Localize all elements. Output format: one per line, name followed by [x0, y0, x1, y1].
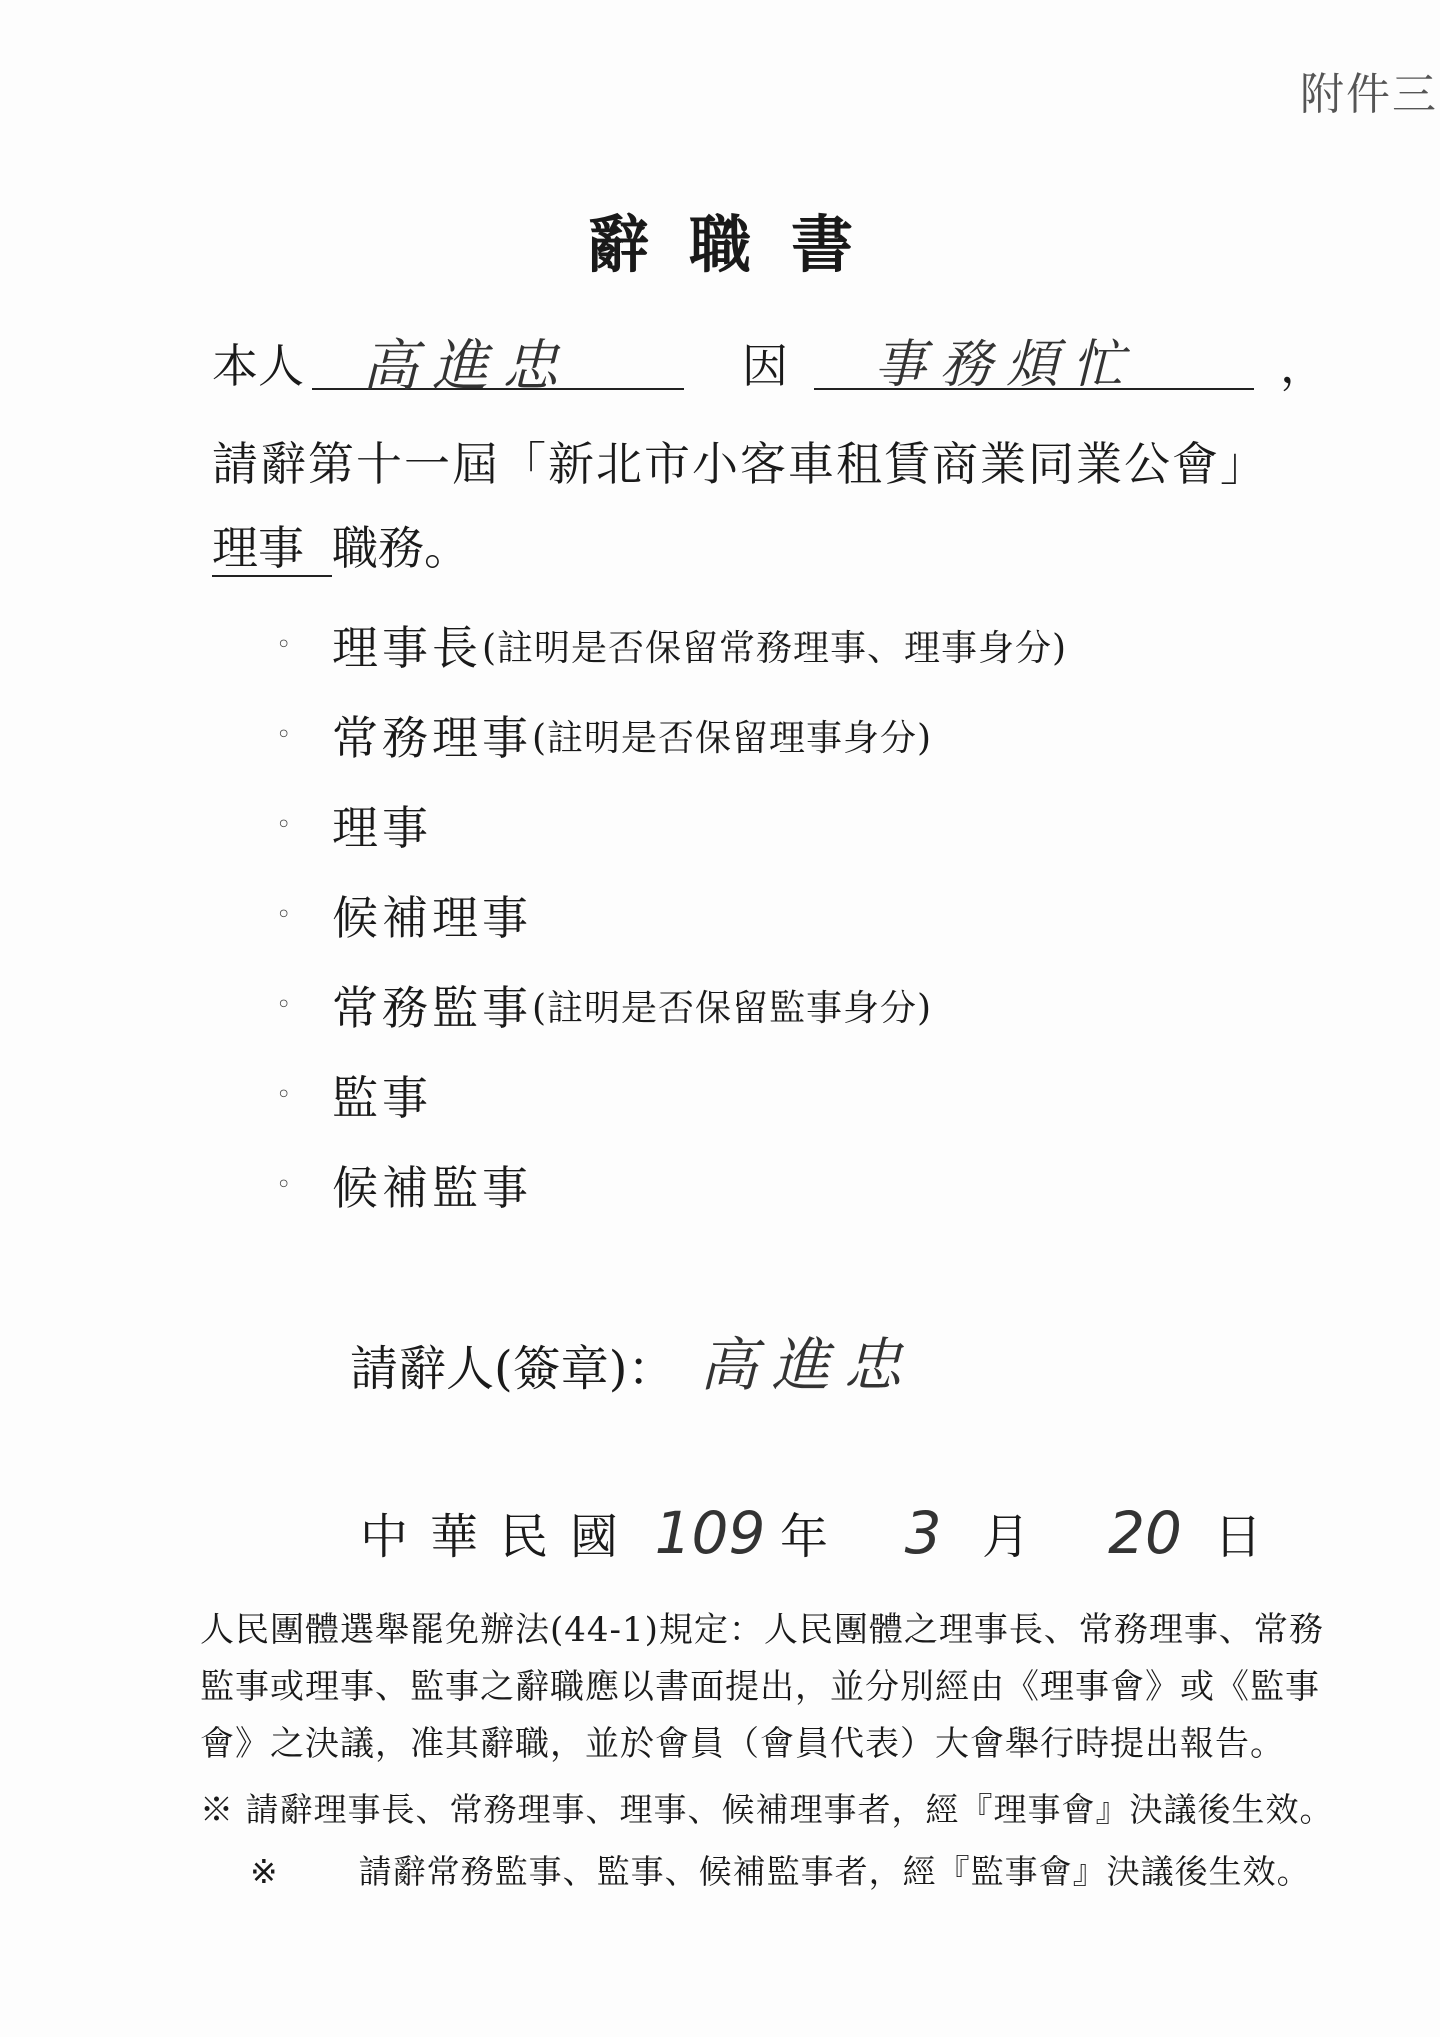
regulation-note: 人民團體選舉罷免辦法(44-1)規定：人民團體之理事長、常務理事、常務監事或理事、監事之辭職應以書面提出，並分別經由《理事會》或《監事會》之決議，准其辭職，並於會員（會員代表）大會舉行時提出報告。 — [200, 1610, 1324, 1764]
option-bullet: ◦ — [276, 990, 292, 1020]
option-item — [276, 690, 1067, 780]
signer-label: 請辭人(簽章)： — [350, 1341, 676, 1397]
reference-mark: ※ — [250, 1852, 279, 1891]
option-note: (註明是否保留常務理事、理事身分) — [482, 627, 1068, 669]
supervisor-effective-note — [250, 1846, 1311, 1893]
date-era: 中華民國 — [360, 1509, 641, 1565]
option-label: 監事 — [332, 1071, 432, 1125]
option-note: (註明是否保留理事身分) — [532, 717, 933, 759]
statement-comma: ， — [1280, 339, 1326, 393]
option-label: 常務監事 — [332, 981, 532, 1035]
option-bullet: ◦ — [276, 900, 292, 930]
statement-line-3 — [212, 512, 470, 578]
date-year-unit: 年 — [780, 1509, 829, 1565]
option-bullet: ◦ — [276, 1080, 292, 1110]
role-filled: 理事 — [212, 521, 332, 577]
statement-line-1 — [212, 330, 1326, 399]
handwritten-signature: 高進忠 — [699, 1331, 916, 1399]
option-bullet: ◦ — [276, 630, 292, 660]
option-note: (註明是否保留監事身分) — [532, 987, 933, 1029]
date-month-unit: 月 — [982, 1509, 1031, 1565]
option-bullet: ◦ — [276, 720, 292, 750]
option-item — [276, 780, 1067, 870]
board-effective-note: ※ 請辭理事長、常務理事、理事、候補理事者，經『理事會』決議後生效。 — [200, 1790, 1334, 1829]
option-bullet: ◦ — [276, 810, 292, 840]
option-label: 理事長 — [332, 621, 482, 675]
handwritten-name: 高進忠 — [362, 334, 572, 399]
statement-because: 因 — [742, 339, 788, 393]
option-item — [276, 960, 1067, 1050]
document-title: 辭職書 — [586, 208, 893, 281]
date-day: 20 — [1108, 1499, 1182, 1567]
option-item — [276, 870, 1067, 960]
option-item — [276, 1140, 1067, 1230]
signer-line — [350, 1318, 915, 1402]
name-blank — [312, 330, 684, 399]
date-month: 3 — [904, 1499, 942, 1567]
option-label: 常務理事 — [332, 711, 532, 765]
supervisor-effective-text: 請辭常務監事、監事、候補監事者，經『監事會』決議後生效。 — [358, 1852, 1311, 1891]
handwritten-reason: 事務煩忙 — [874, 335, 1139, 395]
statement-prefix: 本人 — [212, 339, 304, 393]
date-year: 109 — [654, 1499, 766, 1567]
option-bullet: ◦ — [276, 1170, 292, 1200]
date-line — [360, 1498, 1262, 1567]
statement-line-2: 請辭第十一屆「新北市小客車租賃商業同業公會」 — [212, 437, 1268, 491]
statement-suffix: 職務。 — [332, 521, 470, 575]
date-day-unit: 日 — [1214, 1509, 1263, 1565]
option-label: 候補理事 — [332, 891, 532, 945]
option-item — [276, 1050, 1067, 1140]
reason-blank — [814, 330, 1254, 395]
annex-label: 附件三 — [1300, 69, 1438, 120]
role-options-list — [276, 600, 1067, 1230]
option-label: 候補監事 — [332, 1161, 532, 1215]
option-label: 理事 — [332, 801, 432, 855]
option-item — [276, 600, 1067, 690]
